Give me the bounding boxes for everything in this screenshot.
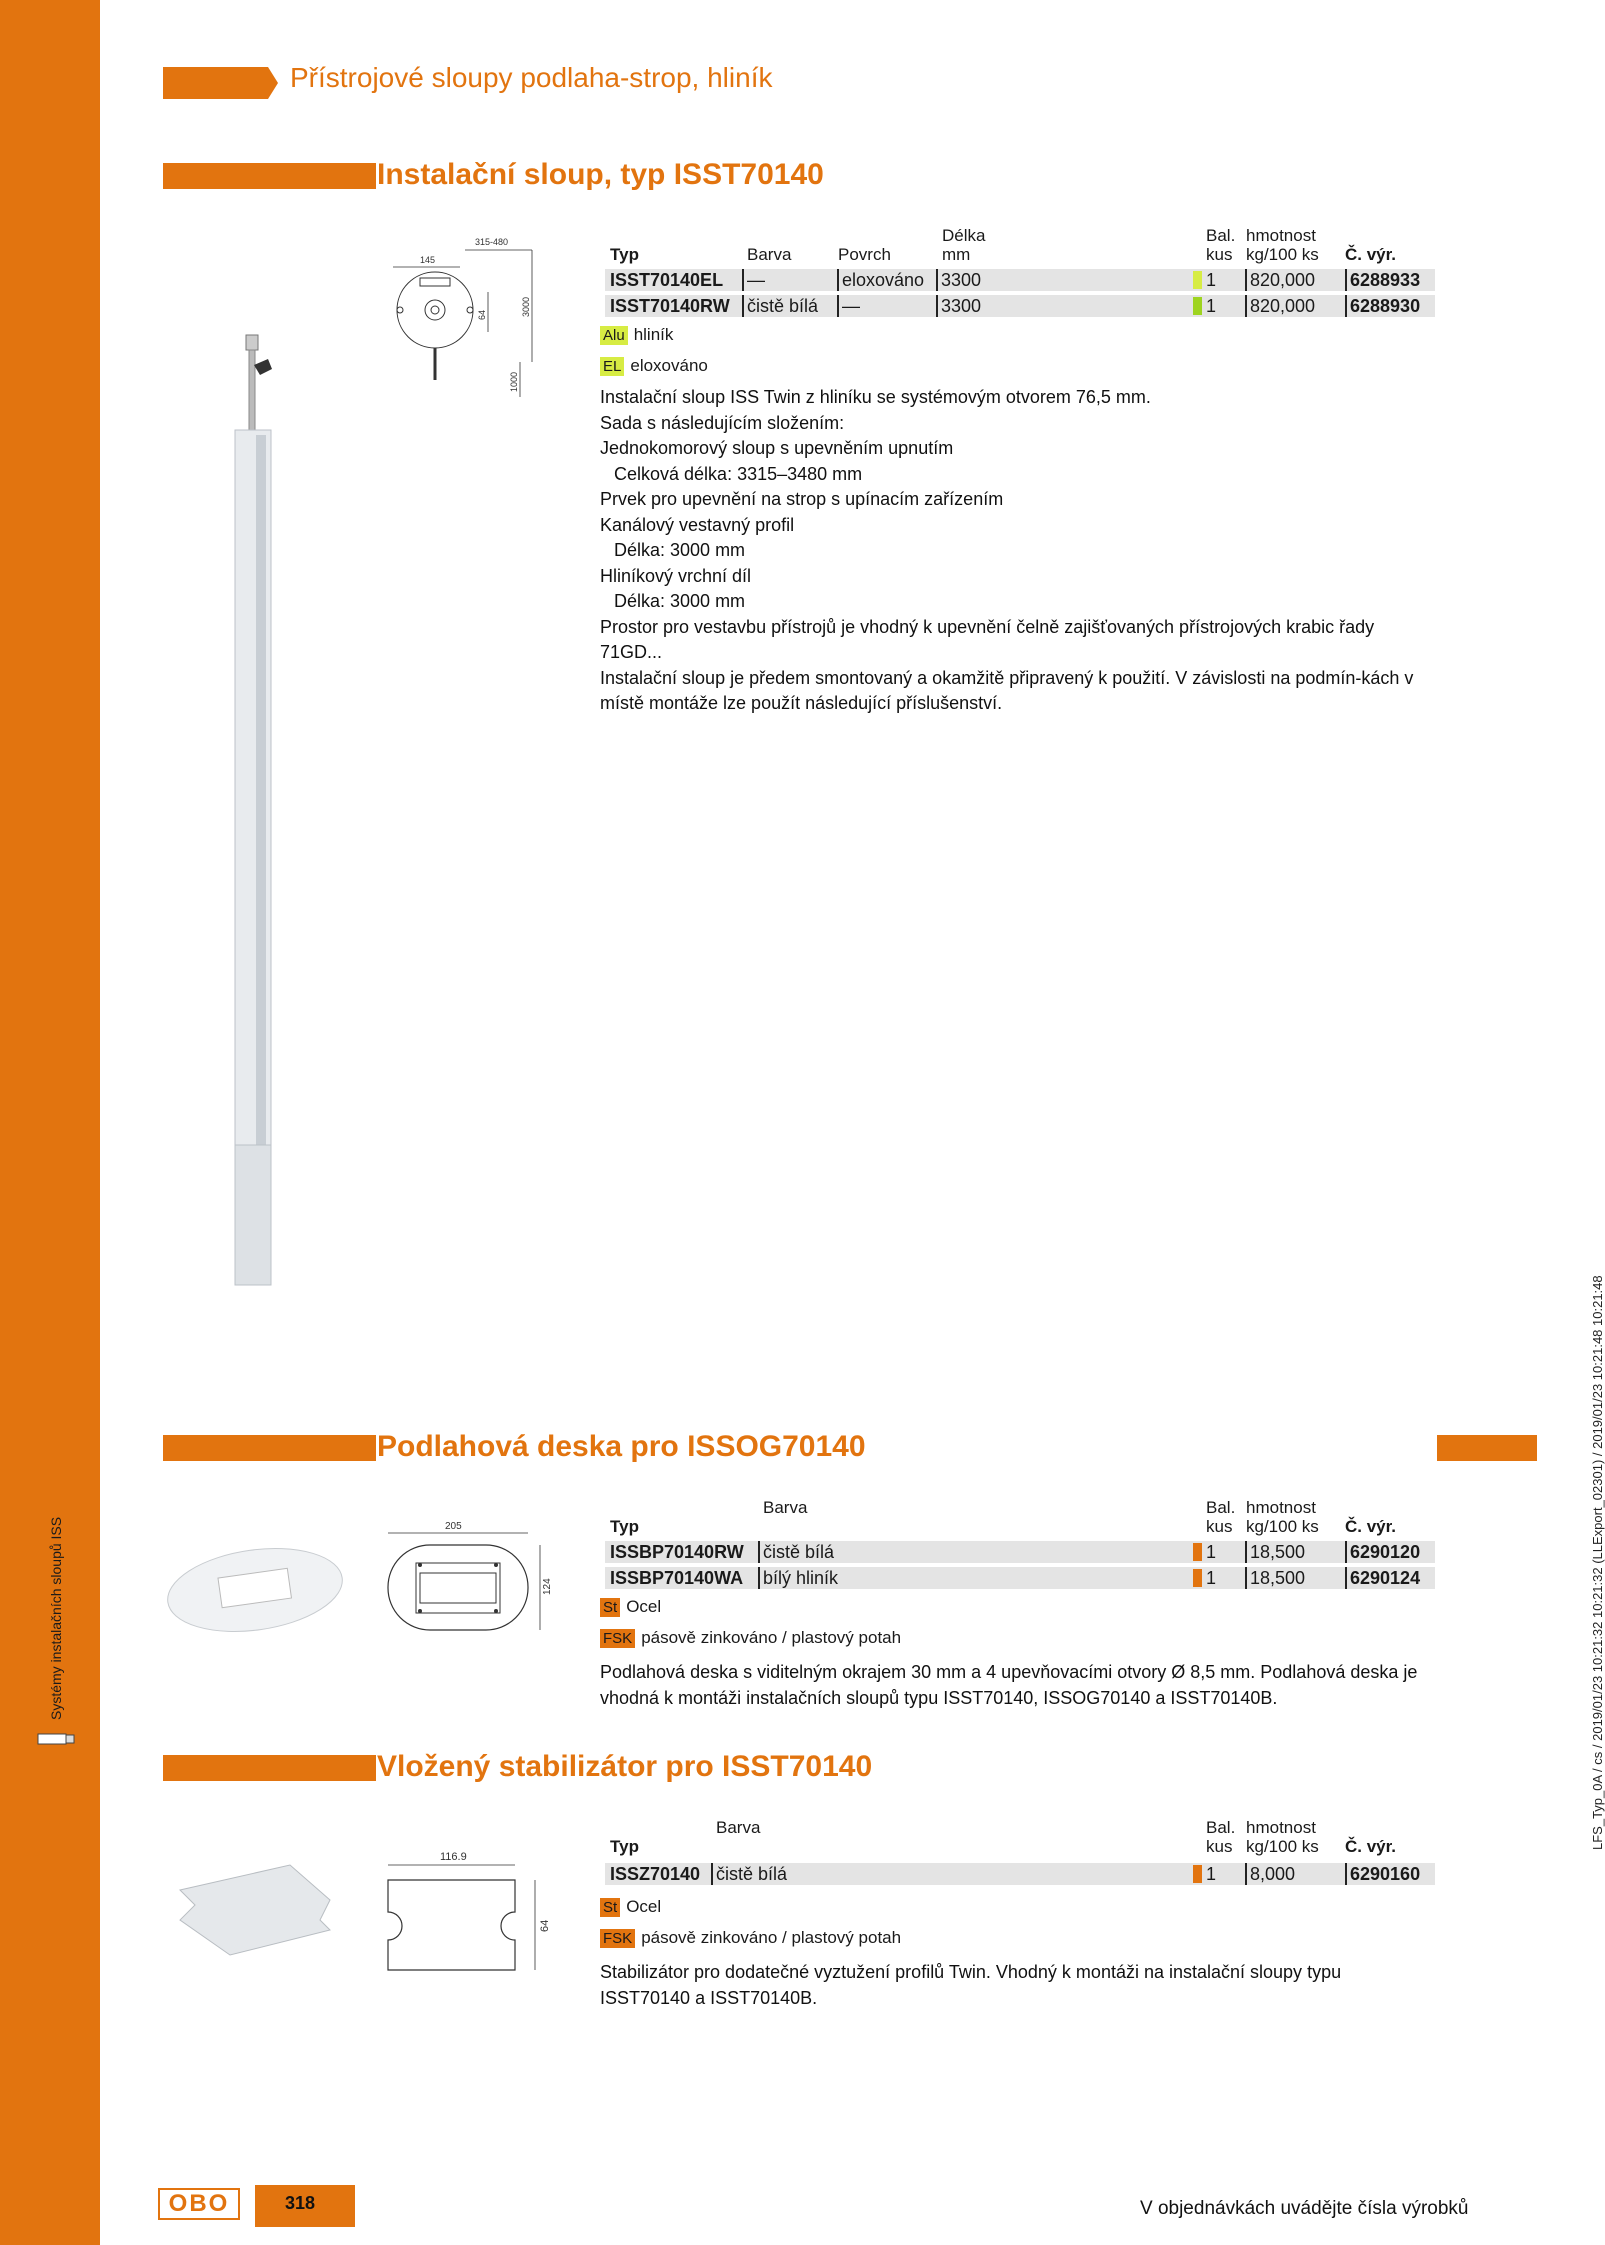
section-title: Podlahová deska pro ISSOG70140 bbox=[377, 1430, 866, 1463]
section-marker-bar bbox=[163, 1435, 376, 1461]
table-row: ISSBP70140RW čistě bílá 1 18,500 6290120 bbox=[605, 1541, 1435, 1563]
chapter-title: Přístrojové sloupy podlaha-strop, hliník bbox=[290, 62, 773, 93]
dim-label: 64 bbox=[477, 309, 487, 320]
table-header: Typ Barva Povrch Délka mm Bal. kus hmotnost kg/100 ks Č. výr. bbox=[610, 226, 1397, 264]
margin-print-note: LFS_Typ_0A / cs / 2019/01/23 10:21:32 10:21:32 (LLExport_02301) / 2019/01/23 10:21:48 10:21:48 bbox=[1590, 1275, 1605, 1850]
legend-item: St Ocel bbox=[600, 1597, 661, 1617]
section-marker-bar bbox=[163, 1755, 376, 1781]
sidebar-section-label: Systémy instalačních sloupů ISS bbox=[48, 1516, 64, 1720]
product-description: Stabilizátor pro dodatečné vyztužení profilů Twin. Vhodný k montáži na instalační sloupy typu ISST70140 a ISST70140B. bbox=[600, 1962, 1342, 2008]
dim-label: 145 bbox=[420, 255, 436, 265]
table-row: ISSBP70140WA bílý hliník 1 18,500 6290124 bbox=[605, 1567, 1435, 1589]
column-dimension-drawing bbox=[380, 232, 555, 397]
stabilizer-dimension-drawing bbox=[380, 1840, 560, 1980]
section-marker-bar bbox=[163, 163, 376, 189]
table-header: Typ Barva Bal. kus hmotnost kg/100 ks Č. výr. bbox=[610, 1498, 1397, 1536]
floor-plate-dimension-drawing bbox=[380, 1515, 560, 1655]
legend-item: Alu hliník bbox=[600, 325, 673, 345]
dim-label: 116.9 bbox=[440, 1851, 467, 1863]
floor-plate-image bbox=[160, 1535, 350, 1645]
legend-item: FSK pásově zinkováno / plastový potah bbox=[600, 1928, 901, 1948]
product-description: Instalační sloup ISS Twin z hliníku se systémovým otvorem 76,5 mm. Sada s následujícím složením: Jednokomorový sloup s upevněním upnutím Celková délka: 3315–3480 mm Prvek pro upevnění na strop s upínacím zařízením Kanálový vestavný profil Délka: 3000 mm Hliníkový vrchní díl Délka: 3000 mm Prostor pro vestavbu přístrojů je vhodný k upevnění čelně zajišťovaných přístrojových krabic řady 71GD... Instalační sloup je předem smontovaný a okamžitě připravený k použití. V závislosti na podmín-kách v místě montáže lze použít následující příslušenství. bbox=[600, 387, 1414, 713]
footer-note: V objednávkách uvádějte čísla výrobků bbox=[1140, 2198, 1469, 2219]
color-swatch bbox=[1193, 1569, 1202, 1587]
table-row: ISST70140EL — eloxováno 3300 1 820,000 6288933 bbox=[605, 269, 1435, 291]
dim-label: 3000 bbox=[521, 296, 531, 317]
column-product-image bbox=[232, 325, 292, 1290]
dim-label: 315-480 bbox=[475, 237, 509, 247]
color-swatch bbox=[1193, 271, 1202, 289]
table-header: Typ Barva Bal. kus hmotnost kg/100 ks Č. výr. bbox=[610, 1818, 1397, 1856]
color-swatch bbox=[1193, 1543, 1202, 1561]
chapter-header-arrow bbox=[163, 67, 278, 104]
dim-label: 1000 bbox=[509, 371, 519, 392]
dim-label: 124 bbox=[542, 1578, 553, 1595]
dim-label: 64 bbox=[539, 1919, 551, 1932]
color-swatch bbox=[1193, 1865, 1202, 1883]
table-row: ISST70140RW čistě bílá — 3300 1 820,000 6288930 bbox=[605, 295, 1435, 317]
table-row: ISSZ70140 čistě bílá 1 8,000 6290160 bbox=[605, 1863, 1435, 1885]
stabilizer-image bbox=[170, 1860, 340, 1960]
legend-item: FSK pásově zinkováno / plastový potah bbox=[600, 1628, 901, 1648]
page-number: 318 bbox=[285, 2193, 316, 2213]
left-color-band bbox=[0, 0, 100, 2245]
section-title: Instalační sloup, typ ISST70140 bbox=[377, 158, 824, 191]
section-title: Vložený stabilizátor pro ISST70140 bbox=[377, 1750, 873, 1783]
legend-item: EL eloxováno bbox=[600, 356, 708, 376]
section-marker-bar-right bbox=[1437, 1435, 1537, 1461]
dim-label: 205 bbox=[445, 1521, 462, 1532]
column-icon bbox=[36, 1730, 76, 1748]
obo-logo: OBO bbox=[158, 2188, 240, 2220]
product-description: Podlahová deska s viditelným okrajem 30 mm a 4 upevňovacími otvory Ø 8,5 mm. Podlahová deska je vhodná k montáži instalačních sloupů typu ISST70140, ISSOG70140 a ISST70140B. bbox=[600, 1662, 1418, 1708]
color-swatch bbox=[1193, 297, 1202, 315]
legend-item: St Ocel bbox=[600, 1897, 661, 1917]
